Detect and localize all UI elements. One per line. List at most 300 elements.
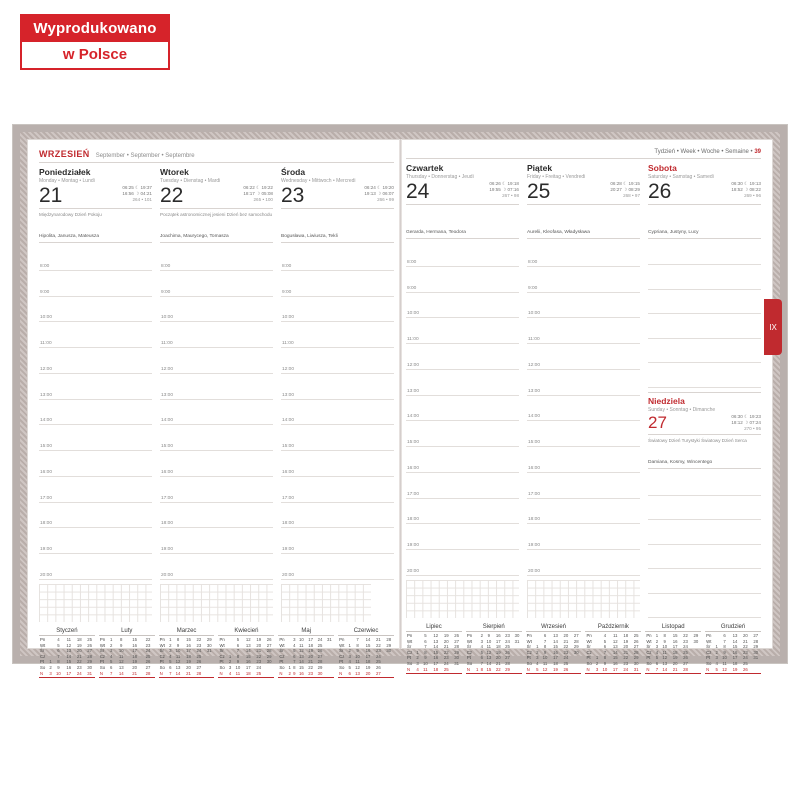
mini-day-cell[interactable]: 26 bbox=[683, 655, 688, 661]
mini-day-cell[interactable]: 24 bbox=[76, 670, 82, 676]
mini-day-cell[interactable]: 31 bbox=[514, 638, 520, 644]
mini-month[interactable] bbox=[159, 628, 215, 679]
mini-day-cell[interactable]: 17 bbox=[186, 648, 191, 654]
mini-day-cell[interactable]: 23 bbox=[443, 655, 449, 661]
mini-day-cell[interactable]: 23 bbox=[308, 670, 314, 676]
mini-day-cell[interactable]: 16 bbox=[732, 649, 738, 655]
mini-day-cell[interactable]: 30 bbox=[454, 655, 460, 661]
mini-day-cell[interactable]: 15 bbox=[612, 655, 618, 661]
mini-day-cell[interactable]: 4 bbox=[228, 670, 232, 676]
mini-day-cell[interactable]: 15 bbox=[186, 637, 191, 642]
mini-day-cell[interactable]: 22 bbox=[145, 637, 151, 642]
mini-day-cell[interactable]: 14 bbox=[486, 660, 492, 666]
mini-day-cell[interactable]: 27 bbox=[317, 653, 323, 659]
mini-day-cell[interactable]: 21 bbox=[256, 648, 262, 654]
mini-day-cell[interactable]: 1 bbox=[595, 655, 599, 661]
mini-day-cell[interactable]: 9 bbox=[236, 659, 240, 665]
mini-day-cell[interactable]: 18 bbox=[186, 653, 191, 659]
mini-day-cell[interactable]: 18 bbox=[672, 649, 678, 655]
mini-day-cell[interactable]: 21 bbox=[495, 660, 501, 666]
mini-day-cell[interactable]: 15 bbox=[66, 659, 72, 665]
mini-day-cell[interactable]: 31 bbox=[633, 666, 639, 672]
mini-day-cell[interactable]: 16 bbox=[245, 659, 251, 665]
hour-slot[interactable]: 19:00 bbox=[39, 528, 152, 554]
mini-day-cell[interactable]: 22 bbox=[495, 666, 501, 672]
mini-day-cell[interactable]: 16 bbox=[612, 660, 618, 666]
mini-day-cell[interactable]: 17 bbox=[612, 666, 618, 672]
mini-day-cell[interactable]: 29 bbox=[454, 649, 460, 655]
mini-day-cell[interactable]: 3 bbox=[715, 655, 718, 661]
mini-day-cell[interactable]: 8 bbox=[236, 653, 240, 659]
mini-day-cell[interactable]: 24 bbox=[145, 648, 151, 654]
mini-day-cell[interactable]: 27 bbox=[454, 638, 460, 644]
mini-day-cell[interactable]: 11 bbox=[423, 666, 428, 672]
hour-slot[interactable]: 13:00 bbox=[527, 370, 640, 396]
mini-day-cell[interactable]: 19 bbox=[732, 666, 738, 672]
mini-day-cell[interactable]: 31 bbox=[327, 637, 332, 642]
hour-slots[interactable] bbox=[160, 245, 273, 580]
hour-slot[interactable]: 20:00 bbox=[39, 554, 152, 580]
mini-day-cell[interactable]: 21 bbox=[443, 644, 449, 650]
hour-slot[interactable]: 8:00 bbox=[160, 245, 273, 271]
mini-day-cell[interactable]: 11 bbox=[118, 653, 124, 659]
mini-day-cell[interactable]: 24 bbox=[443, 660, 449, 666]
mini-day-cell[interactable]: 12 bbox=[662, 655, 668, 661]
mini-day-cell[interactable]: 15 bbox=[245, 653, 251, 659]
mini-day-cell[interactable]: 29 bbox=[206, 637, 212, 642]
mini-month[interactable] bbox=[278, 628, 334, 679]
hour-slot[interactable] bbox=[648, 363, 761, 387]
mini-day-cell[interactable]: 7 bbox=[603, 649, 607, 655]
mini-day-cell[interactable]: 23 bbox=[742, 649, 748, 655]
mini-day-cell[interactable]: 30 bbox=[753, 649, 759, 655]
mini-day-cell[interactable]: 6 bbox=[293, 653, 296, 659]
mini-day-cell[interactable]: 23 bbox=[76, 664, 82, 670]
mini-day-cell[interactable]: 7 bbox=[57, 653, 60, 659]
mini-day-cell[interactable]: 29 bbox=[386, 642, 392, 648]
mini-day-cell[interactable]: 23 bbox=[375, 648, 381, 654]
mini-day-cell[interactable]: 25 bbox=[563, 660, 569, 666]
mini-day-cell[interactable]: 2 bbox=[480, 633, 484, 638]
mini-day-cell[interactable]: 3 bbox=[293, 637, 296, 642]
mini-day-cell[interactable]: 11 bbox=[662, 649, 667, 655]
mini-day-cell[interactable]: 27 bbox=[196, 664, 202, 670]
mini-day-cell[interactable]: 30 bbox=[573, 649, 579, 655]
mini-day-cell[interactable]: 4 bbox=[603, 633, 607, 638]
mini-day-cell[interactable] bbox=[325, 671, 334, 677]
mini-day-cell[interactable]: 18 bbox=[433, 666, 439, 672]
mini-day-cell[interactable]: 7 bbox=[480, 660, 484, 666]
hour-slot[interactable]: 18:00 bbox=[281, 503, 394, 529]
hour-slot[interactable]: 15:00 bbox=[527, 421, 640, 447]
mini-day-cell[interactable]: 25 bbox=[87, 637, 93, 642]
mini-day-cell[interactable]: 4 bbox=[57, 637, 60, 642]
mini-day-cell[interactable]: 25 bbox=[505, 644, 510, 650]
mini-day-cell[interactable]: 12 bbox=[486, 649, 492, 655]
mini-day-cell[interactable]: 3 bbox=[49, 670, 52, 676]
mini-day-cell[interactable]: 2 bbox=[595, 660, 599, 666]
mini-day-cell[interactable]: 2 bbox=[416, 655, 419, 661]
mini-day-cell[interactable]: 28 bbox=[266, 648, 272, 654]
mini-day-cell[interactable]: 11 bbox=[355, 659, 360, 665]
hour-slot[interactable]: 13:00 bbox=[281, 374, 394, 400]
mini-day-cell[interactable]: 9 bbox=[723, 649, 726, 655]
mini-day-cell[interactable]: 13 bbox=[553, 633, 558, 638]
mini-day-cell[interactable]: 1 bbox=[228, 653, 232, 659]
mini-day-cell[interactable]: 5 bbox=[480, 649, 484, 655]
mini-day-cell[interactable]: 25 bbox=[145, 653, 151, 659]
mini-day-cell[interactable]: 1 bbox=[49, 659, 52, 665]
mini-day-cell[interactable]: 10 bbox=[298, 637, 304, 642]
mini-day-cell[interactable]: 13 bbox=[662, 660, 668, 666]
mini-day-cell[interactable]: 16 bbox=[132, 642, 137, 648]
mini-day-cell[interactable]: 18 bbox=[308, 642, 314, 648]
mini-day-cell[interactable]: 31 bbox=[87, 670, 93, 676]
mini-day-cell[interactable]: 19 bbox=[365, 664, 371, 670]
mini-day-cell[interactable]: 3 bbox=[655, 644, 659, 650]
notes-grid[interactable] bbox=[527, 580, 640, 618]
mini-day-cell[interactable]: 19 bbox=[76, 642, 82, 648]
mini-day-cell[interactable]: 16 bbox=[186, 642, 191, 648]
mini-day-cell[interactable]: 23 bbox=[683, 638, 688, 644]
mini-day-cell[interactable]: 26 bbox=[145, 659, 151, 665]
mini-day-cell[interactable]: 17 bbox=[132, 648, 137, 654]
mini-day-cell[interactable]: 22 bbox=[76, 659, 82, 665]
mini-day-cell[interactable]: 14 bbox=[118, 670, 124, 676]
mini-day-cell[interactable]: 25 bbox=[742, 660, 748, 666]
mini-day-cell[interactable]: 4 bbox=[293, 642, 296, 648]
mini-month[interactable] bbox=[466, 624, 522, 675]
mini-day-cell[interactable]: 24 bbox=[623, 666, 629, 672]
hour-slot[interactable]: 11:00 bbox=[406, 318, 519, 344]
mini-day-cell[interactable]: 17 bbox=[365, 653, 371, 659]
mini-day-cell[interactable]: 18 bbox=[76, 637, 82, 642]
mini-day-cell[interactable]: 16 bbox=[672, 638, 678, 644]
mini-day-cell[interactable]: 8 bbox=[480, 666, 484, 672]
mini-day-cell[interactable]: 15 bbox=[672, 633, 678, 638]
mini-day-cell[interactable]: 17 bbox=[433, 660, 439, 666]
mini-day-cell[interactable]: 8 bbox=[424, 649, 427, 655]
mini-day-cell[interactable]: 5 bbox=[236, 637, 240, 642]
mini-day-cell[interactable] bbox=[751, 667, 761, 673]
hour-slot[interactable]: 18:00 bbox=[39, 503, 152, 529]
mini-day-cell[interactable]: 5 bbox=[715, 666, 718, 672]
hour-slot[interactable] bbox=[648, 471, 761, 495]
mini-day-cell[interactable]: 9 bbox=[487, 633, 491, 638]
mini-day-cell[interactable]: 12 bbox=[542, 666, 548, 672]
mini-day-cell[interactable]: 22 bbox=[563, 644, 569, 650]
mini-day-cell[interactable]: 21 bbox=[375, 637, 381, 642]
mini-day-cell[interactable]: 11 bbox=[299, 642, 304, 648]
mini-month[interactable] bbox=[406, 624, 462, 675]
hour-slot[interactable]: 17:00 bbox=[527, 473, 640, 499]
mini-day-cell[interactable]: 8 bbox=[543, 644, 547, 650]
mini-day-cell[interactable]: 23 bbox=[256, 659, 262, 665]
hour-slot[interactable]: 20:00 bbox=[406, 550, 519, 576]
mini-day-cell[interactable]: 12 bbox=[298, 648, 304, 654]
mini-day-cell[interactable]: 9 bbox=[356, 648, 359, 654]
hour-slot[interactable]: 16:00 bbox=[160, 451, 273, 477]
hour-slot[interactable]: 12:00 bbox=[406, 344, 519, 370]
mini-day-cell[interactable]: 17 bbox=[495, 638, 501, 644]
hour-slot[interactable]: 13:00 bbox=[160, 374, 273, 400]
mini-day-cell[interactable]: 25 bbox=[256, 670, 262, 676]
mini-day-cell[interactable]: 7 bbox=[424, 644, 427, 650]
mini-day-cell[interactable]: 28 bbox=[454, 644, 460, 650]
mini-day-cell[interactable]: 18 bbox=[623, 633, 629, 638]
mini-day-cell[interactable]: 10 bbox=[602, 666, 608, 672]
mini-month[interactable] bbox=[585, 624, 641, 675]
mini-day-cell[interactable]: 27 bbox=[266, 642, 272, 648]
notes-grid[interactable] bbox=[160, 584, 273, 622]
mini-day-cell[interactable]: 20 bbox=[365, 670, 371, 676]
hour-slot[interactable]: 20:00 bbox=[160, 554, 273, 580]
mini-day-cell[interactable]: 22 bbox=[683, 633, 688, 638]
mini-day-cell[interactable]: 15 bbox=[732, 644, 738, 650]
mini-day-cell[interactable]: 12 bbox=[118, 659, 124, 665]
mini-day-cell[interactable]: 9 bbox=[57, 664, 60, 670]
mini-day-cell[interactable]: 18 bbox=[553, 660, 558, 666]
mini-day-cell[interactable]: 19 bbox=[308, 648, 314, 654]
mini-day-cell[interactable]: 20 bbox=[132, 664, 137, 670]
hour-slot[interactable]: 8:00 bbox=[281, 245, 394, 271]
mini-day-cell[interactable]: 14 bbox=[433, 644, 439, 650]
mini-day-cell[interactable]: 6 bbox=[169, 664, 172, 670]
hour-slot[interactable]: 20:00 bbox=[527, 550, 640, 576]
mini-day-cell[interactable]: 9 bbox=[663, 638, 666, 644]
mini-day-cell[interactable]: 17 bbox=[672, 644, 678, 650]
mini-day-cell[interactable]: 26 bbox=[505, 649, 510, 655]
mini-day-cell[interactable]: 14 bbox=[365, 637, 371, 642]
mini-day-cell[interactable]: 30 bbox=[633, 660, 639, 666]
mini-day-cell[interactable]: 20 bbox=[76, 648, 82, 654]
mini-day-cell[interactable]: 31 bbox=[753, 655, 759, 661]
hour-slot[interactable]: 8:00 bbox=[39, 245, 152, 271]
mini-day-cell[interactable]: 21 bbox=[76, 653, 82, 659]
mini-day-cell[interactable]: 4 bbox=[416, 666, 419, 672]
mini-day-cell[interactable]: 9 bbox=[603, 660, 607, 666]
mini-day-cell[interactable]: 6 bbox=[348, 670, 351, 676]
mini-day-cell[interactable]: 24 bbox=[196, 648, 202, 654]
mini-day-cell[interactable]: 3 bbox=[595, 666, 599, 672]
hour-slot[interactable]: 10:00 bbox=[527, 293, 640, 319]
mini-day-cell[interactable] bbox=[512, 667, 521, 673]
mini-day-cell[interactable]: 19 bbox=[495, 649, 501, 655]
mini-day-cell[interactable]: 23 bbox=[505, 633, 510, 638]
mini-day-cell[interactable]: 6 bbox=[480, 655, 484, 661]
mini-day-cell[interactable]: 19 bbox=[553, 666, 558, 672]
notes-grid[interactable] bbox=[39, 584, 152, 622]
mini-day-cell[interactable]: 29 bbox=[633, 655, 639, 661]
mini-day-cell[interactable]: 4 bbox=[348, 659, 351, 665]
hour-slot[interactable]: 13:00 bbox=[406, 370, 519, 396]
mini-day-cell[interactable]: 19 bbox=[623, 638, 629, 644]
mini-day-cell[interactable]: 8 bbox=[57, 659, 60, 665]
hour-slot[interactable]: 10:00 bbox=[281, 297, 394, 323]
mini-day-cell[interactable]: 13 bbox=[298, 653, 304, 659]
mini-day-cell[interactable]: 26 bbox=[196, 659, 202, 665]
hour-slot[interactable]: 17:00 bbox=[406, 473, 519, 499]
mini-day-cell[interactable]: 25 bbox=[317, 642, 323, 648]
mini-day-cell[interactable]: 1 bbox=[169, 637, 172, 642]
mini-day-cell[interactable]: 15 bbox=[486, 666, 492, 672]
mini-day-cell[interactable]: 1 bbox=[655, 633, 659, 638]
mini-day-cell[interactable]: 9 bbox=[120, 642, 123, 648]
mini-day-cell[interactable]: 28 bbox=[317, 659, 323, 665]
hour-slot[interactable] bbox=[648, 496, 761, 520]
mini-day-cell[interactable]: 14 bbox=[298, 659, 304, 665]
hour-slot[interactable]: 16:00 bbox=[527, 447, 640, 473]
hour-slot[interactable]: 16:00 bbox=[39, 451, 152, 477]
mini-day-cell[interactable]: 30 bbox=[514, 633, 520, 638]
mini-day-cell[interactable]: 1 bbox=[288, 664, 291, 670]
mini-day-cell[interactable]: 25 bbox=[375, 659, 381, 665]
mini-day-cell[interactable]: 8 bbox=[120, 637, 123, 642]
mini-day-cell[interactable]: 7 bbox=[356, 637, 359, 642]
mini-day-cell[interactable]: 16 bbox=[298, 670, 304, 676]
mini-day-cell[interactable]: 16 bbox=[66, 664, 72, 670]
mini-day-cell[interactable]: 10 bbox=[56, 670, 61, 676]
weekend-hour-slots[interactable] bbox=[648, 241, 761, 388]
mini-day-cell[interactable]: 24 bbox=[317, 637, 323, 642]
mini-day-cell[interactable]: 26 bbox=[742, 666, 748, 672]
hour-slot[interactable]: 19:00 bbox=[160, 528, 273, 554]
hour-slot[interactable]: 9:00 bbox=[160, 271, 273, 297]
mini-day-cell[interactable]: 10 bbox=[542, 655, 548, 661]
mini-day-cell[interactable]: 20 bbox=[256, 642, 262, 648]
mini-day-cell[interactable]: 12 bbox=[66, 642, 72, 648]
hour-slot[interactable]: 10:00 bbox=[39, 297, 152, 323]
hour-slot[interactable]: 16:00 bbox=[281, 451, 394, 477]
mini-day-cell[interactable]: 28 bbox=[145, 670, 151, 676]
hour-slot[interactable]: 11:00 bbox=[281, 322, 394, 348]
mini-day-cell[interactable]: 6 bbox=[603, 644, 607, 650]
mini-day-cell[interactable]: 2 bbox=[655, 638, 659, 644]
mini-day-cell[interactable]: 1 bbox=[109, 637, 113, 642]
hour-slot[interactable]: 14:00 bbox=[39, 400, 152, 426]
hour-slot[interactable]: 8:00 bbox=[406, 241, 519, 267]
mini-day-cell[interactable]: 6 bbox=[424, 638, 427, 644]
mini-day-cell[interactable]: 24 bbox=[375, 653, 381, 659]
mini-day-cell[interactable]: 5 bbox=[603, 638, 607, 644]
mini-day-cell[interactable]: 18 bbox=[495, 644, 501, 650]
notes-grid[interactable] bbox=[281, 584, 371, 622]
mini-day-cell[interactable]: 13 bbox=[612, 644, 618, 650]
mini-day-cell[interactable]: 26 bbox=[375, 664, 381, 670]
mini-day-cell[interactable]: 12 bbox=[245, 637, 251, 642]
mini-day-cell[interactable]: 8 bbox=[603, 655, 607, 661]
hour-slot[interactable]: 14:00 bbox=[160, 400, 273, 426]
mini-day-cell[interactable]: 23 bbox=[623, 660, 629, 666]
hour-slot[interactable]: 9:00 bbox=[527, 267, 640, 293]
mini-day-cell[interactable]: 29 bbox=[753, 644, 759, 650]
mini-day-cell[interactable]: 10 bbox=[235, 664, 241, 670]
mini-day-cell[interactable]: 30 bbox=[693, 638, 699, 644]
mini-day-cell[interactable]: 19 bbox=[256, 637, 262, 642]
mini-day-cell[interactable]: 10 bbox=[355, 653, 360, 659]
mini-day-cell[interactable]: 23 bbox=[196, 642, 202, 648]
mini-day-cell[interactable]: 24 bbox=[683, 644, 688, 650]
mini-day-cell[interactable]: 5 bbox=[57, 642, 60, 648]
mini-day-cell[interactable]: 5 bbox=[169, 659, 172, 665]
mini-day-cell[interactable]: 20 bbox=[563, 633, 569, 638]
mini-day-cell[interactable]: 20 bbox=[623, 644, 629, 650]
mini-day-cell[interactable]: 26 bbox=[633, 638, 639, 644]
mini-day-cell[interactable]: 28 bbox=[573, 638, 579, 644]
mini-day-cell[interactable]: 11 bbox=[613, 633, 618, 638]
mini-day-cell[interactable]: 21 bbox=[672, 666, 678, 672]
mini-day-cell[interactable]: 9 bbox=[424, 655, 427, 661]
mini-day-cell[interactable]: 26 bbox=[87, 642, 93, 648]
mini-day-cell[interactable]: 31 bbox=[454, 660, 460, 666]
hour-slot[interactable]: 16:00 bbox=[406, 447, 519, 473]
mini-day-cell[interactable]: 12 bbox=[722, 666, 727, 672]
mini-day-cell[interactable]: 27 bbox=[753, 633, 759, 638]
mini-day-cell[interactable]: 8 bbox=[723, 644, 726, 650]
mini-day-cell[interactable] bbox=[204, 671, 214, 677]
mini-day-cell[interactable]: 24 bbox=[505, 638, 510, 644]
hour-slot[interactable] bbox=[648, 290, 761, 314]
hour-slot[interactable]: 19:00 bbox=[527, 524, 640, 550]
mini-day-cell[interactable]: 13 bbox=[355, 670, 360, 676]
mini-day-cell[interactable]: 13 bbox=[118, 664, 124, 670]
hour-slots[interactable] bbox=[39, 245, 152, 580]
mini-day-cell[interactable]: 29 bbox=[87, 659, 93, 665]
hour-slot[interactable] bbox=[648, 520, 761, 544]
mini-day-cell[interactable]: 21 bbox=[132, 670, 137, 676]
mini-day-cell[interactable]: 8 bbox=[663, 633, 666, 638]
hour-slots[interactable] bbox=[281, 245, 394, 580]
hour-slot[interactable] bbox=[648, 569, 761, 593]
mini-day-cell[interactable]: 15 bbox=[553, 644, 558, 650]
mini-day-cell[interactable]: 2 bbox=[348, 648, 351, 654]
mini-day-cell[interactable]: 11 bbox=[235, 670, 241, 676]
mini-day-cell[interactable]: 22 bbox=[443, 649, 449, 655]
hour-slot[interactable]: 19:00 bbox=[406, 524, 519, 550]
mini-day-cell[interactable]: 28 bbox=[87, 653, 93, 659]
hour-slot[interactable]: 19:00 bbox=[281, 528, 394, 554]
hour-slots[interactable] bbox=[406, 241, 519, 576]
mini-day-cell[interactable]: 28 bbox=[633, 649, 639, 655]
mini-day-cell[interactable]: 22 bbox=[623, 655, 629, 661]
mini-day-cell[interactable]: 28 bbox=[386, 637, 392, 642]
mini-day-cell[interactable]: 19 bbox=[186, 659, 191, 665]
mini-day-cell[interactable]: 29 bbox=[505, 666, 510, 672]
hour-slot[interactable]: 12:00 bbox=[160, 348, 273, 374]
mini-day-cell[interactable]: 29 bbox=[693, 633, 699, 638]
mini-day-cell[interactable]: 22 bbox=[308, 664, 314, 670]
mini-day-cell[interactable]: 1 bbox=[475, 666, 479, 672]
mini-day-cell[interactable]: 27 bbox=[505, 655, 510, 661]
mini-day-cell[interactable]: 7 bbox=[169, 670, 172, 676]
mini-day-cell[interactable]: 19 bbox=[672, 655, 678, 661]
mini-day-cell[interactable]: 15 bbox=[365, 642, 371, 648]
mini-day-cell[interactable]: 20 bbox=[443, 638, 449, 644]
mini-day-cell[interactable]: 13 bbox=[245, 642, 251, 648]
mini-day-cell[interactable]: 1 bbox=[416, 649, 419, 655]
mini-day-cell[interactable]: 15 bbox=[298, 664, 304, 670]
mini-day-cell[interactable]: 7 bbox=[109, 670, 113, 676]
mini-day-cell[interactable]: 24 bbox=[742, 655, 748, 661]
mini-day-cell[interactable]: 14 bbox=[66, 653, 72, 659]
mini-day-cell[interactable]: 12 bbox=[612, 638, 618, 644]
mini-day-cell[interactable]: 25 bbox=[633, 633, 639, 638]
hour-slot[interactable]: 9:00 bbox=[406, 267, 519, 293]
mini-month[interactable] bbox=[338, 628, 394, 679]
mini-day-cell[interactable]: 28 bbox=[683, 666, 688, 672]
mini-day-cell[interactable]: 2 bbox=[288, 670, 291, 676]
mini-day-cell[interactable] bbox=[264, 671, 274, 677]
